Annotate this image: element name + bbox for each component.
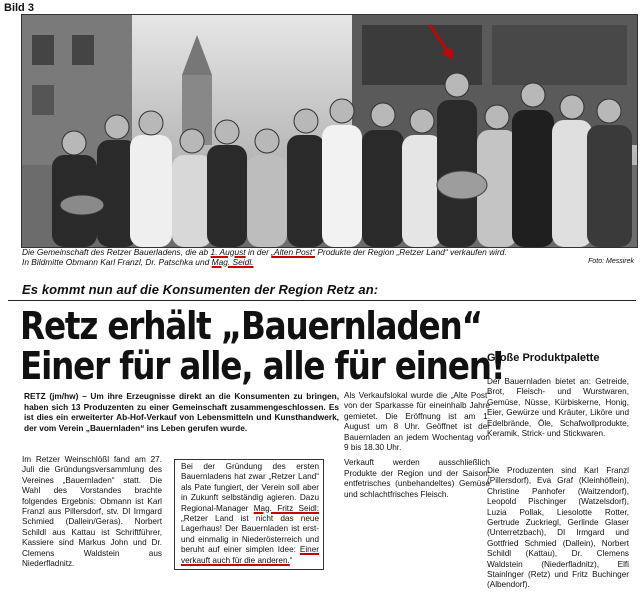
figure-label: Bild 3 — [4, 2, 34, 14]
caption-text: Die Gemeinschaft des Retzer Bauerladens, die ab — [22, 247, 211, 257]
article-column-1: Im Retzer Weinschlößl fand am 27. Juli die Gründungsversammlung des Vereines „Bauernladen“ statt. Die Wahl des Vorstandes brachte folgendes Ergebnis: Obmann ist Karl Franzl aus Pillersdorf, stv. DI Irmgard Schmied (Dallein/Geras). Norbert Schildl aus Kattau ist Schriftführer, Kassiere sind Markus John und Dr. Clemens Waldstein aus Niederfladnitz. — [22, 455, 162, 569]
column-2-text-2: „Retzer Land ist nicht das neue Lagerhaus! Der Bauernladen ist erst- und einmalig in Niederösterreich und beruht auf einer simplen Idee: — [181, 514, 319, 555]
caption-place: „Alten Post“ — [271, 247, 315, 257]
photo-caption — [22, 247, 634, 267]
headline-line-1: Retz erhält „Bauernladen“ — [20, 304, 482, 348]
column-3-paragraph-1: Als Verkaufslokal wurde die „Alte Post“ von der Sparkasse für eineinhalb Jahre gemietet. Die Eröffnung ist am 1. August um 8 Uhr. Geöffnet ist der Bauernladen an jedem Wochentag von 9 bis 18.30 Uhr. — [344, 391, 490, 453]
column-2-text: Bei der Gründung des ersten Bauernladens hat zwar „Retzer Land“ als Pate fungiert, der Verein soll aber in Zukunft selbständig agieren. Dazu Regional-Manager — [181, 462, 319, 513]
sidebar-paragraph-1: Der Bauernladen bietet an: Getreide, Brot, Fleisch- und Wurstwaren, Gemüse, Nüsse, Kürbiskerne, Honig, Eier, Gewürze und Kräuter, Liköre und Edelbrände, Öle, Schafwollprodukte, Keramik, Strick- und Stickwaren. — [487, 377, 629, 439]
photo-credit: Foto: Messirek — [588, 258, 634, 265]
lead-paragraph: RETZ (jm/hw) – Um ihre Erzeugnisse direkt an die Konsumenten zu bringen, haben sich 13 Produzenten zu einer Gemeinschaft zusammengeschlossen. Es ist dies ein erweiterter Ab-Hof-Verkauf von Lebensmitteln und Kunsthandwerk, der vom Verein „Bauernladen“ ins Leben gerufen wurde. — [24, 391, 339, 433]
group-photo-drawing — [22, 15, 637, 247]
caption-text-3: Produkte der Region „Retzer Land“ verkaufen wird. — [315, 247, 507, 257]
caption-line2: In Bildmitte Obmann Karl Franzl, Dr. Patschka und — [22, 257, 212, 267]
caption-text-2: in der — [245, 247, 272, 257]
kicker: Es kommt nun auf die Konsumenten der Region Retz an: — [22, 282, 379, 297]
column-2-quote: Einer verkauft auch für die anderen. — [181, 545, 319, 565]
article-column-2 — [174, 459, 324, 570]
sidebar-paragraph-2: Die Produzenten sind Karl Franzl (Pillersdorf), Eva Graf (Kleinhöflein), Christine Panhofer (Waitzendorf), Leopold Pischinger (Watzelsdorf), Luzia Pollak, Liesolotte Rotter, Gertrude Zuckriegl, Gerlinde Glaser (Unterretzbach), DI Irmgard und Gottfried Schmied (Dallein), Norbert Schildl (Kattau), Dr. Clemens Waldstein (Niederfladnitz), Elfi Stainlnger (Retz) und Fritz Buchinger (Albendorf). — [487, 466, 629, 590]
group-photo — [21, 14, 638, 248]
column-3-paragraph-2: Verkauft werden ausschließlich Produkte der Region und der Saison; entfetrisches (unbehandeltes) Gemüse und schlachtfrisches Fleisch. — [344, 458, 490, 499]
headline — [20, 304, 505, 388]
sidebar-title: Große Produktpalette — [487, 352, 600, 364]
divider — [8, 300, 636, 301]
column-2-end: “ — [289, 555, 293, 565]
caption-date: 1. August — [210, 247, 246, 257]
caption-name: Mag. Seidl. — [211, 257, 254, 267]
column-2-name: Mag. Fritz Seidl: — [253, 503, 319, 513]
headline-line-2: Einer für alle, alle für einen! — [20, 344, 505, 388]
article-column-3 — [344, 391, 490, 505]
